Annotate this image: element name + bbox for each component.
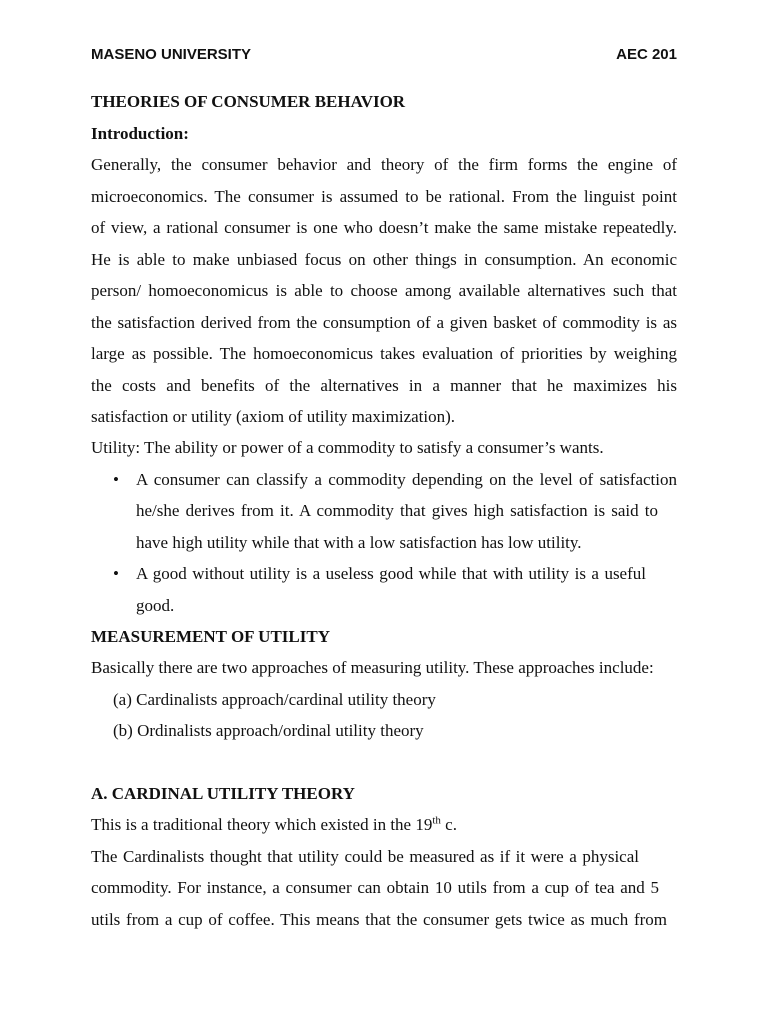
document-title: THEORIES OF CONSUMER BEHAVIOR [91, 92, 406, 111]
intro-line: microeconomics. The consumer is assumed to be rational. From the linguist point [91, 187, 677, 206]
bullet-line: good. [136, 596, 175, 615]
utility-definition: Utility: The ability or power of a commodity to satisfy a consumer’s wants. [91, 438, 604, 457]
cardinal-heading: A. CARDINAL UTILITY THEORY [91, 784, 355, 803]
approach-item: (b) Ordinalists approach/ordinal utility theory [113, 721, 424, 740]
approach-item: (a) Cardinalists approach/cardinal utility theory [113, 690, 436, 709]
measurement-heading: MEASUREMENT OF UTILITY [91, 627, 330, 646]
intro-line: Generally, the consumer behavior and theory of the firm forms the engine of [91, 155, 677, 174]
cardinal-line-text: This is a traditional theory which existed in the 19 [91, 815, 433, 834]
bullet-marker: • [113, 564, 119, 583]
cardinal-line: utils from a cup of coffee. This means that the consumer gets twice as much from [91, 910, 667, 929]
intro-line: large as possible. The homoeconomicus takes evaluation of priorities by weighing [91, 344, 677, 363]
century-superscript: th [432, 814, 441, 827]
bullet-line: have high utility while that with a low satisfaction has low utility. [136, 533, 582, 552]
intro-line: the costs and benefits of the alternatives in a manner that he maximizes his [91, 376, 677, 395]
measurement-intro: Basically there are two approaches of measuring utility. These approaches include: [91, 658, 654, 677]
bullet-line: he/she derives from it. A commodity that gives high satisfaction is said to [136, 501, 658, 520]
intro-line: person/ homoeconomicus is able to choose among available alternatives such that [91, 281, 677, 300]
bullet-marker: • [113, 470, 119, 489]
page-header [91, 44, 677, 66]
cardinal-line [91, 813, 677, 837]
introduction-heading: Introduction: [91, 124, 189, 143]
course-code: AEC 201 [616, 46, 677, 63]
cardinal-line-text: c. [440, 815, 457, 834]
cardinal-line: commodity. For instance, a consumer can obtain 10 utils from a cup of tea and 5 [91, 878, 659, 897]
bullet-line: A consumer can classify a commodity depending on the level of satisfaction [136, 470, 677, 489]
intro-line: of view, a rational consumer is one who doesn’t make the same mistake repeatedly. [91, 218, 677, 237]
institution-name: MASENO UNIVERSITY [91, 46, 252, 63]
bullet-line: A good without utility is a useless good while that with utility is a useful [136, 564, 646, 583]
cardinal-line: The Cardinalists thought that utility could be measured as if it were a physical [91, 847, 639, 866]
intro-line: He is able to make unbiased focus on other things in consumption. An economic [91, 250, 677, 269]
intro-line: satisfaction or utility (axiom of utility maximization). [91, 407, 456, 426]
intro-line: the satisfaction derived from the consumption of a given basket of commodity is as [91, 313, 677, 332]
